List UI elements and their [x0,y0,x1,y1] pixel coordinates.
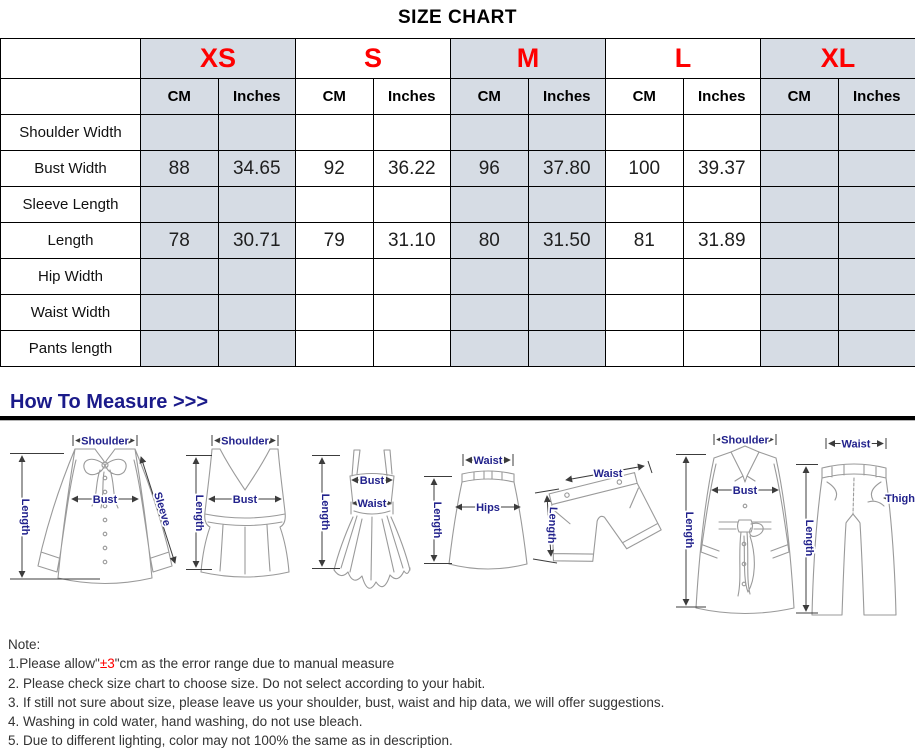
how-to-measure-heading: How To Measure >>> [10,391,209,413]
value-cell [761,151,839,187]
value-cell [838,187,915,223]
note-line-5: 5. Due to different lighting, color may not 100% the same as in description. [8,733,453,749]
table-row [1,223,915,259]
measure-label-bust: Bust [359,475,385,487]
value-cell [296,259,374,295]
row-label: Shoulder Width [1,115,141,151]
unit-header: CM [296,79,374,115]
value-cell [218,115,296,151]
blouse-drawing [10,435,175,584]
size-chart-table [0,38,915,367]
size-header-s: S [296,39,451,79]
note-1-suffix: "cm as the error range due to manual measure [114,656,395,672]
value-cell [528,187,606,223]
value-cell: 34.65 [218,151,296,187]
measure-label-length: Length [545,506,559,544]
value-cell: 31.50 [528,223,606,259]
value-cell: 30.71 [218,223,296,259]
value-cell [683,259,761,295]
table-row [1,331,915,367]
unit-header: Inches [838,79,915,115]
note-line-2: 2. Please check size chart to choose size. Do not select according to your habit. [8,675,486,691]
value-cell: 79 [296,223,374,259]
unit-header: Inches [683,79,761,115]
measure-label-waist: Waist [841,438,871,451]
note-line-3: 3. If still not sure about size, please leave us your shoulder, bust, waist and hip data, we will offer suggestions. [8,694,665,710]
value-cell: 100 [606,151,684,187]
measure-label-bust: Bust [732,485,758,497]
value-cell [296,115,374,151]
value-cell: 36.22 [373,151,451,187]
measure-label-waist: Waist [593,468,623,480]
value-cell: 92 [296,151,374,187]
table-row [1,187,915,223]
row-label: Waist Width [1,295,141,331]
unit-header: CM [141,79,219,115]
value-cell: 81 [606,223,684,259]
value-cell: 78 [141,223,219,259]
measure-label-shoulder: Shoulder [81,435,129,448]
measure-label-length: Length [803,519,815,557]
measure-label-bust: Bust [232,494,258,506]
value-cell [761,187,839,223]
size-header-m: M [451,39,606,79]
value-cell [451,187,529,223]
corner-cell [1,39,141,79]
value-cell [451,331,529,367]
value-cell [761,331,839,367]
value-cell [683,295,761,331]
value-cell [761,295,839,331]
notes-section [8,635,915,751]
value-cell [451,259,529,295]
value-cell [838,331,915,367]
measure-label-length: Length [683,511,695,549]
row-label: Pants length [1,331,141,367]
value-cell [528,295,606,331]
note-1-prefix: 1.Please allow" [8,656,100,672]
coat-drawing [676,434,794,614]
measure-label-thigh: Thigh [885,493,915,505]
value-cell [838,115,915,151]
value-cell: 96 [451,151,529,187]
value-cell [528,115,606,151]
size-header-xl: XL [761,39,915,79]
row-label: Hip Width [1,259,141,295]
value-cell: 39.37 [683,151,761,187]
value-cell [683,331,761,367]
measure-label-hips: Hips [476,502,500,514]
skirt-drawing [424,454,527,569]
measure-label-sleeve: Sleeve [151,490,173,528]
pants-drawing [796,438,915,615]
size-header-row [1,39,915,79]
table-row [1,259,915,295]
value-cell [606,115,684,151]
unit-header: Inches [218,79,296,115]
value-cell [606,295,684,331]
measure-label-length: Length [431,501,443,539]
unit-header-row [1,79,915,115]
measure-label-waist: Waist [473,455,503,467]
value-cell [683,187,761,223]
value-cell [528,331,606,367]
row-label: Sleeve Length [1,187,141,223]
measure-label-shoulder: Shoulder [221,435,269,448]
value-cell [838,223,915,259]
value-cell [761,259,839,295]
measure-label-waist: Waist [357,498,387,510]
value-cell [606,259,684,295]
table-row [1,295,915,331]
measure-label-length: Length [193,494,205,532]
measure-label-length: Length [19,498,31,536]
value-cell [451,115,529,151]
value-cell: 31.10 [373,223,451,259]
value-cell [296,187,374,223]
value-cell: 31.89 [683,223,761,259]
value-cell: 37.80 [528,151,606,187]
size-header-xs: XS [141,39,296,79]
value-cell [141,187,219,223]
value-cell [606,331,684,367]
divider-rule [0,416,915,421]
value-cell [373,115,451,151]
unit-header: Inches [373,79,451,115]
value-cell [218,259,296,295]
unit-header: CM [451,79,529,115]
note-line-4: 4. Washing in cold water, hand washing, do not use bleach. [8,714,363,730]
value-cell [838,295,915,331]
note-1-tolerance: ±3 [99,656,115,672]
table-row [1,151,915,187]
notes-title: Note: [8,637,41,652]
value-cell [141,115,219,151]
tank-top-drawing [186,435,289,577]
value-cell [838,151,915,187]
measure-label-shoulder: Shoulder [721,434,769,447]
corner-cell [1,79,141,115]
value-cell [373,187,451,223]
row-label: Length [1,223,141,259]
value-cell [373,259,451,295]
unit-header: CM [606,79,684,115]
value-cell [296,331,374,367]
value-cell [683,115,761,151]
value-cell: 88 [141,151,219,187]
value-cell [373,295,451,331]
dress-drawing [312,450,410,588]
value-cell [218,187,296,223]
value-cell [838,259,915,295]
row-label: Bust Width [1,151,141,187]
measure-label-length: Length [319,493,331,531]
value-cell [141,331,219,367]
value-cell [296,295,374,331]
value-cell [761,223,839,259]
value-cell [141,295,219,331]
value-cell [218,295,296,331]
value-cell: 80 [451,223,529,259]
value-cell [141,259,219,295]
size-header-l: L [606,39,761,79]
table-row [1,115,915,151]
measure-diagrams [0,422,915,632]
note-line-1 [8,654,915,673]
unit-header: CM [761,79,839,115]
unit-header: Inches [528,79,606,115]
value-cell [218,331,296,367]
value-cell [761,115,839,151]
value-cell [606,187,684,223]
value-cell [528,259,606,295]
measure-label-bust: Bust [92,494,118,506]
shorts-drawing [533,461,665,571]
value-cell [373,331,451,367]
value-cell [451,295,529,331]
page-title: SIZE CHART [398,7,517,28]
